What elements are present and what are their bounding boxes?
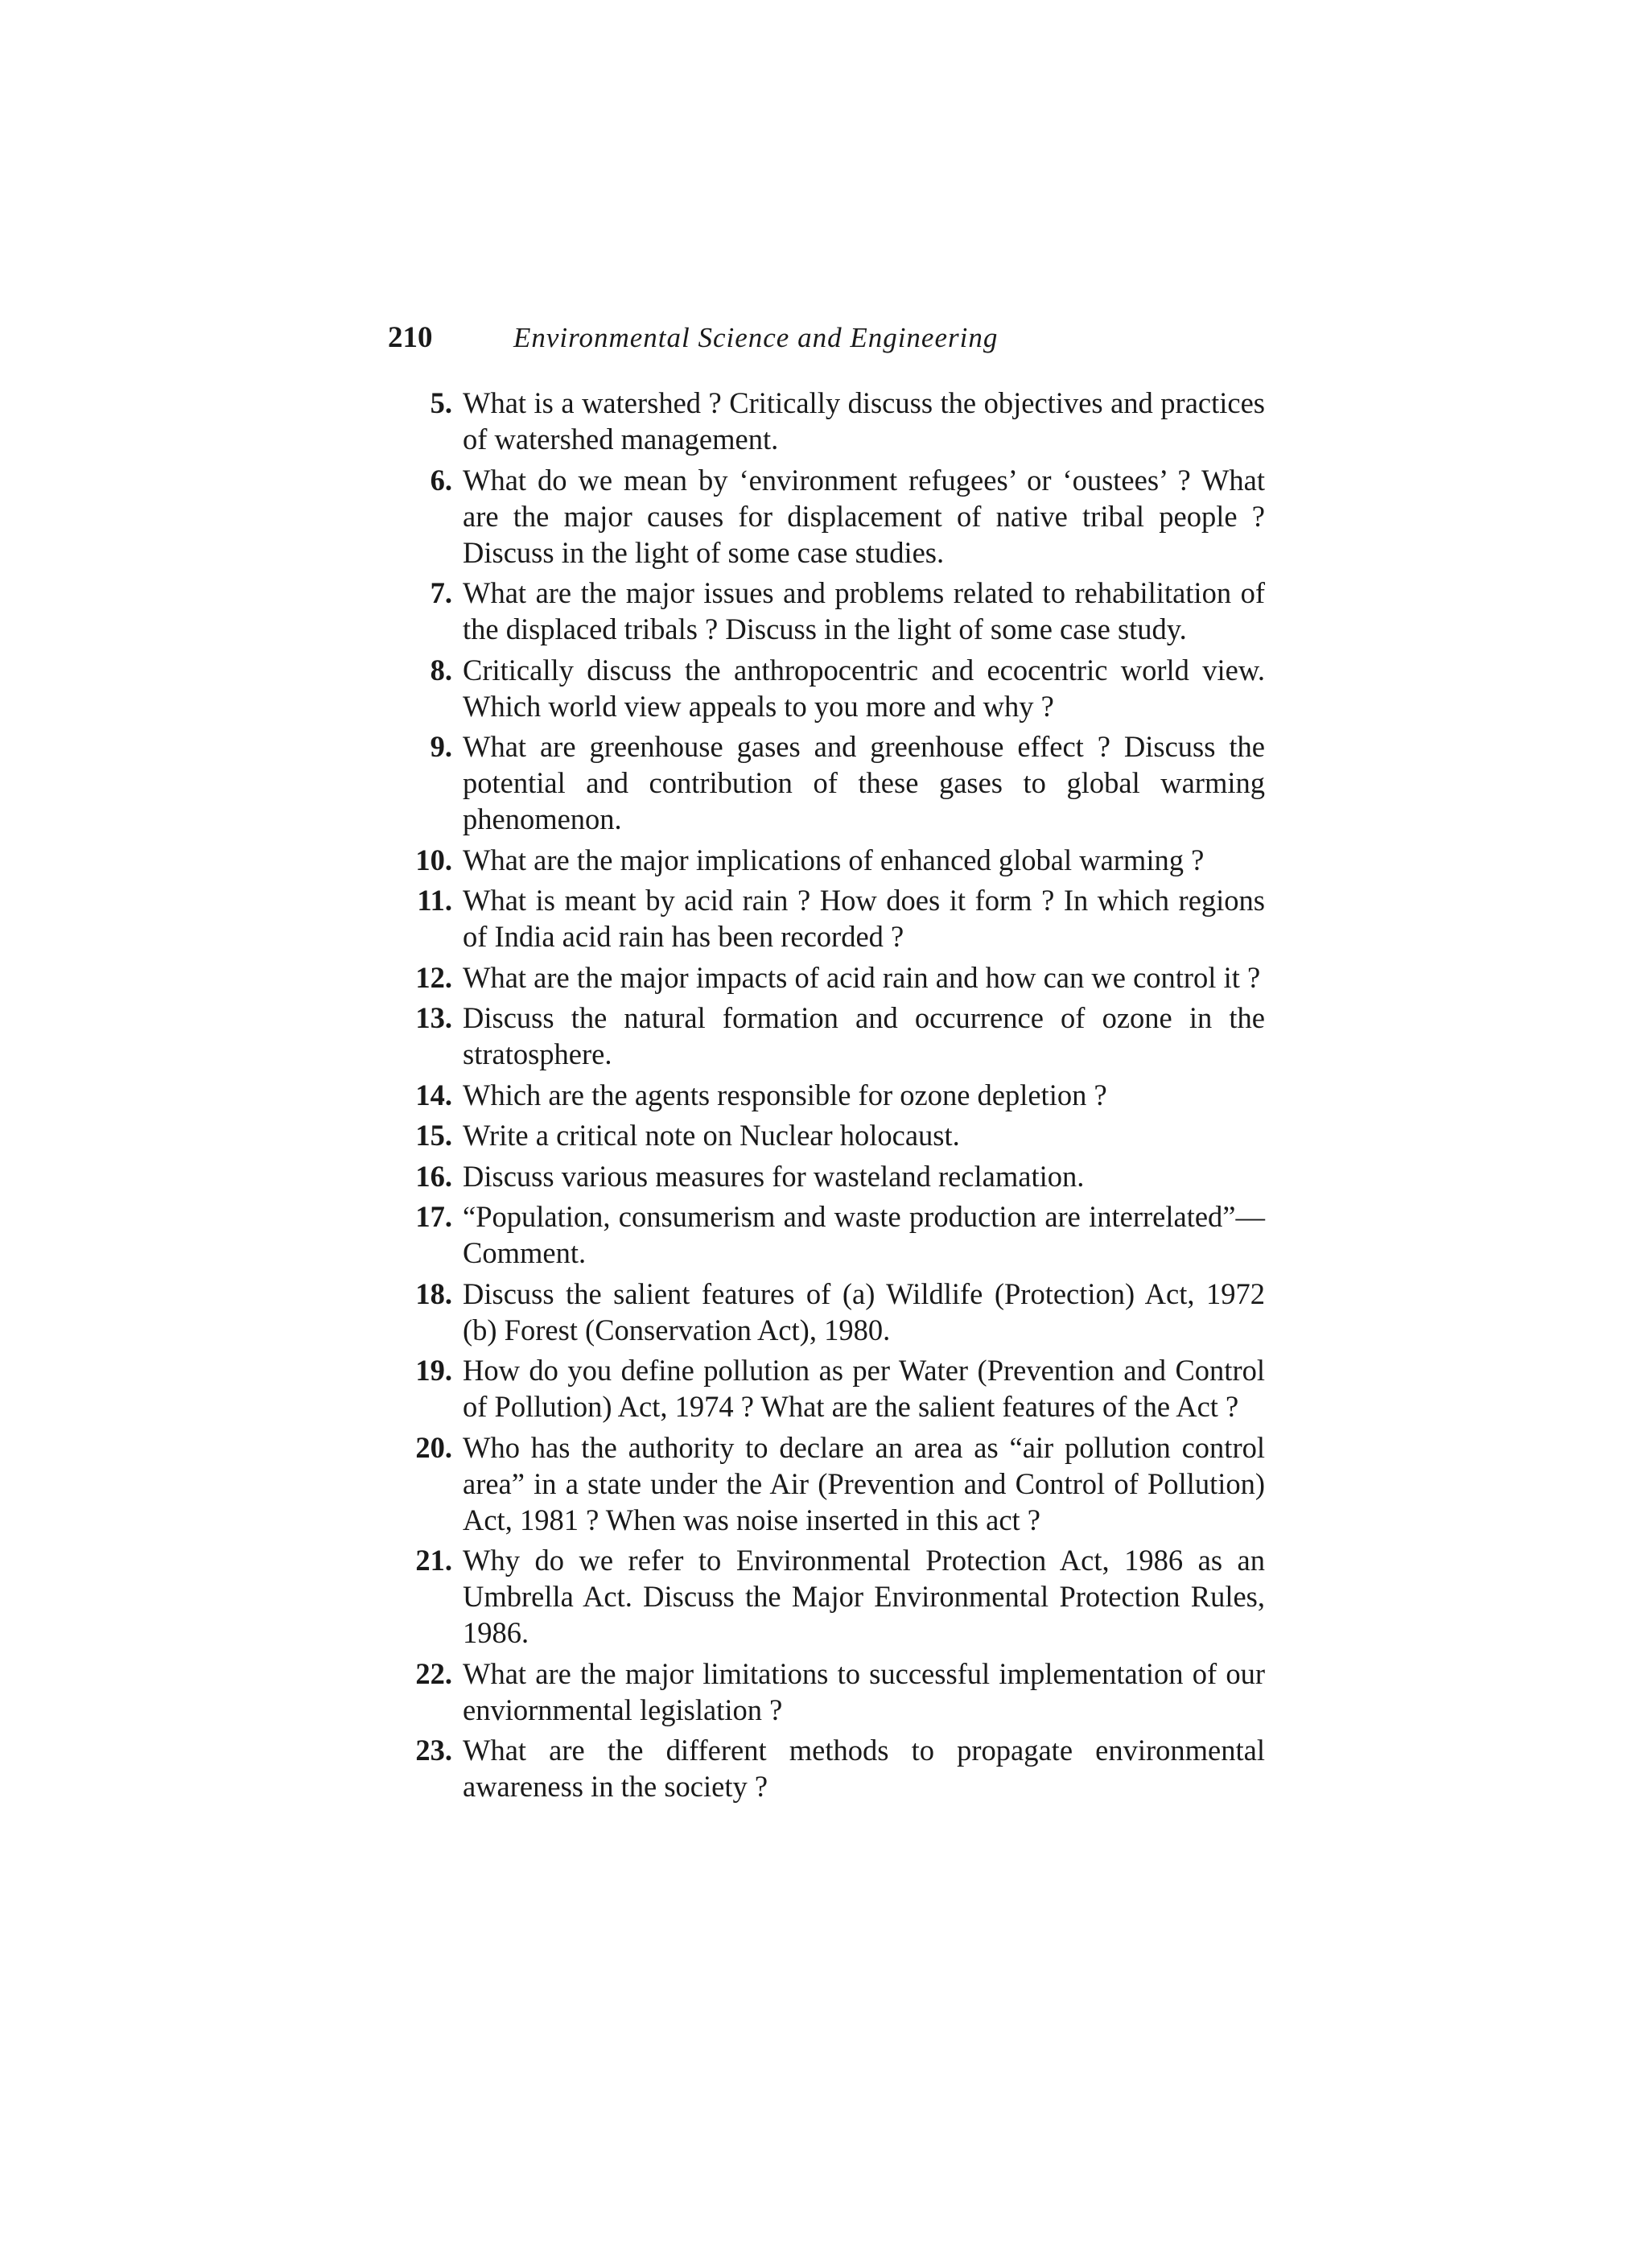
question-item [388, 1429, 1265, 1538]
question-text: Why do we refer to Environmental Protection Act, 1986 as an Umbrella Act. Discuss the Major Environmental Protection Rules, 1986. [463, 1544, 1265, 1649]
question-item [388, 728, 1265, 837]
question-number: 7. [430, 576, 452, 609]
question-number: 11. [417, 884, 452, 917]
question-number: 20. [415, 1430, 452, 1464]
question-number: 16. [415, 1159, 452, 1193]
question-item [388, 1158, 1265, 1194]
question-item [388, 1000, 1265, 1072]
question-text: Critically discuss the anthropocentric and ecocentric world view. Which world view appeals to you more and why ? [463, 653, 1265, 723]
question-number: 10. [415, 843, 452, 876]
question-number: 17. [415, 1200, 452, 1233]
question-number: 22. [415, 1656, 452, 1690]
question-text: Write a critical note on Nuclear holocaust. [463, 1119, 960, 1152]
question-item [388, 652, 1265, 724]
question-text: What are greenhouse gases and greenhouse effect ? Discuss the potential and contribution of these gases to global warming phenomenon. [463, 730, 1265, 835]
question-number: 8. [430, 653, 452, 687]
question-text: Discuss the natural formation and occurrence of ozone in the stratosphere. [463, 1001, 1265, 1070]
question-text: What do we mean by ‘environment refugees’ or ‘oustees’ ? What are the major causes for displacement of native tribal people ? Discuss in the light of some case studies. [463, 463, 1265, 569]
question-text: What are the major impacts of acid rain and how can we control it ? [463, 960, 1261, 994]
question-text: Who has the authority to declare an area as “air pollution control area” in a state under the Air (Prevention and Control of Pollution) Act, 1981 ? When was noise inserted in this act ? [463, 1430, 1265, 1536]
question-item [388, 462, 1265, 571]
question-text: Which are the agents responsible for ozone depletion ? [463, 1078, 1107, 1111]
question-number: 6. [430, 463, 452, 497]
question-item [388, 882, 1265, 955]
question-number: 9. [430, 730, 452, 763]
question-item [388, 1117, 1265, 1153]
question-text: What are the major issues and problems related to rehabilitation of the displaced tribals ? Discuss in the light of some case study. [463, 576, 1265, 645]
page-number: 210 [388, 321, 433, 354]
question-number: 14. [415, 1078, 452, 1111]
running-head [388, 320, 1273, 361]
question-item [388, 1732, 1265, 1804]
question-text: What is a watershed ? Critically discuss the objectives and practices of watershed management. [463, 386, 1265, 456]
question-number: 18. [415, 1276, 452, 1310]
question-number: 21. [415, 1544, 452, 1577]
question-text: What are the major limitations to successful implementation of our enviornmental legislation ? [463, 1656, 1265, 1726]
question-number: 13. [415, 1001, 452, 1034]
question-item [388, 575, 1265, 647]
book-title: Environmental Science and Engineering [513, 322, 999, 353]
question-text: Discuss various measures for wasteland reclamation. [463, 1159, 1085, 1193]
question-text: How do you define pollution as per Water (Prevention and Control of Pollution) Act, 1974 ? What are the salient features of the Act ? [463, 1354, 1265, 1423]
question-item [388, 1198, 1265, 1271]
question-text: Discuss the salient features of (a) Wildlife (Protection) Act, 1972 (b) Forest (Conservation Act), 1980. [463, 1276, 1265, 1346]
question-list [388, 385, 1265, 1809]
question-text: What are the major implications of enhanced global warming ? [463, 843, 1205, 876]
question-text: “Population, consumerism and waste production are interrelated”—Comment. [463, 1200, 1265, 1269]
question-number: 23. [415, 1734, 452, 1767]
question-item [388, 1352, 1265, 1425]
question-number: 19. [415, 1354, 452, 1387]
question-number: 15. [415, 1119, 452, 1152]
question-item [388, 842, 1265, 878]
question-number: 12. [415, 960, 452, 994]
question-number: 5. [430, 386, 452, 419]
question-item [388, 385, 1265, 457]
question-item [388, 1276, 1265, 1348]
question-item [388, 1656, 1265, 1728]
question-item [388, 1542, 1265, 1651]
question-item [388, 1077, 1265, 1113]
question-text: What are the different methods to propagate environmental awareness in the society ? [463, 1734, 1265, 1803]
question-text: What is meant by acid rain ? How does it form ? In which regions of India acid rain has been recorded ? [463, 884, 1265, 953]
question-item [388, 959, 1265, 996]
